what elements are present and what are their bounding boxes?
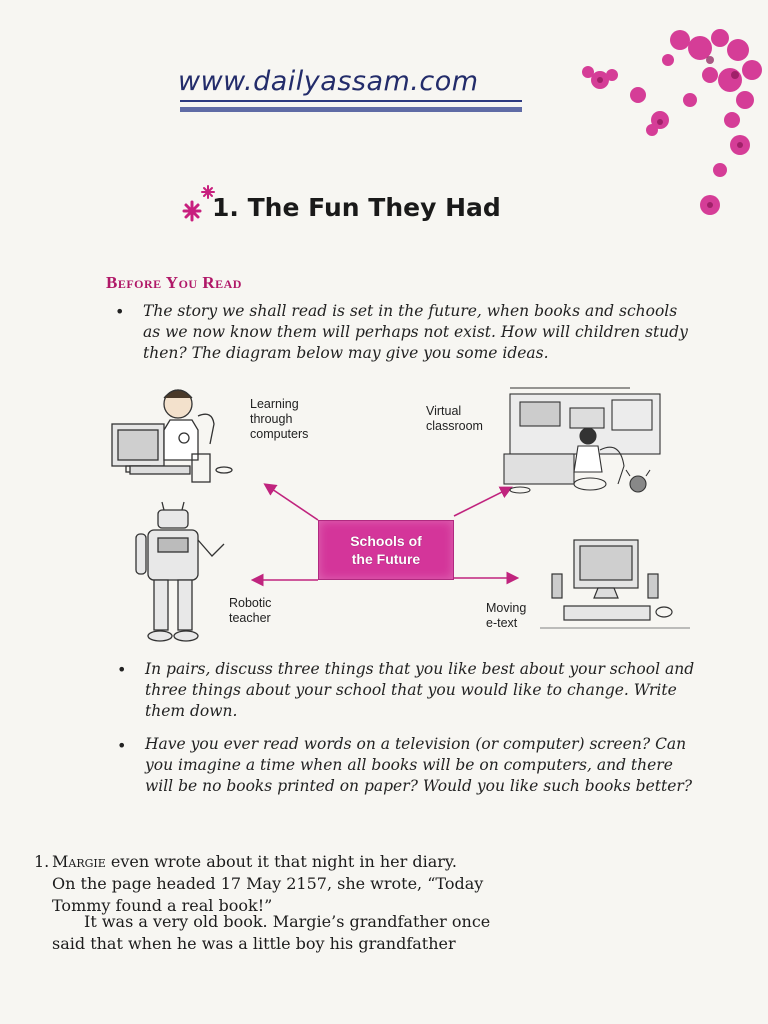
story-line-3: Tommy found a real book!” <box>52 896 273 915</box>
bullet-paragraph: Have you ever read words on a television (or computer) screen? Can you imagine a time when all books will be on computers, and there will be no books printed on paper? Would you like such books better? <box>145 735 693 795</box>
section-heading: Before You Read <box>106 273 242 292</box>
schools-of-future-box <box>318 520 454 580</box>
chapter-number: 1. <box>212 193 239 222</box>
watermark-text: www.dailyassam.com <box>178 66 479 97</box>
label-line: Learning <box>250 397 299 411</box>
bullet-icon: • <box>117 660 127 679</box>
story-line-4: It was a very old book. Margie’s grandfather once <box>84 912 491 931</box>
bullet-paragraph: The story we shall read is set in the future, when books and schools as we now know them will perhaps not exist. How will children study then? The diagram below may give you some ideas. <box>143 302 688 362</box>
chapter-title-text: The Fun They Had <box>247 193 501 222</box>
label-virtual-classroom <box>426 404 516 434</box>
boy-computer-illustration <box>112 390 232 482</box>
watermark-underline-thick <box>180 107 522 112</box>
bullet-icon: • <box>115 302 125 321</box>
character-name: Margie <box>52 852 106 871</box>
virtual-classroom-illustration <box>504 388 660 493</box>
label-line: classroom <box>426 419 483 433</box>
label-robotic-teacher <box>229 596 309 626</box>
center-label-line2: the Future <box>351 551 421 567</box>
center-label-line1: Schools of <box>350 533 422 549</box>
label-line: Moving <box>486 601 527 615</box>
story-text: even wrote about it that night in her diary. <box>105 852 457 871</box>
story-line-2: On the page headed 17 May 2157, she wrote, “Today <box>52 874 484 893</box>
label-line: computers <box>250 427 309 441</box>
robot-teacher-illustration <box>136 502 224 641</box>
label-line: Virtual <box>426 404 462 418</box>
story-line-1 <box>52 851 457 873</box>
label-line: through <box>250 412 293 426</box>
watermark-underline <box>180 100 522 102</box>
paragraph-number: 1. <box>34 852 50 871</box>
label-line: e-text <box>486 616 518 630</box>
flower-decoration-icon <box>560 20 768 250</box>
label-moving-etext <box>486 601 566 631</box>
label-line: Robotic <box>229 596 272 610</box>
chapter-title <box>212 193 501 222</box>
bullet-paragraph: In pairs, discuss three things that you like best about your school and three things about your school that you would like to change. Write them down. <box>145 660 695 720</box>
bullet-icon: • <box>117 736 127 755</box>
label-learning-through-computers <box>250 397 340 442</box>
label-line: teacher <box>229 611 271 625</box>
story-line-5: said that when he was a little boy his grandfather <box>52 934 456 953</box>
